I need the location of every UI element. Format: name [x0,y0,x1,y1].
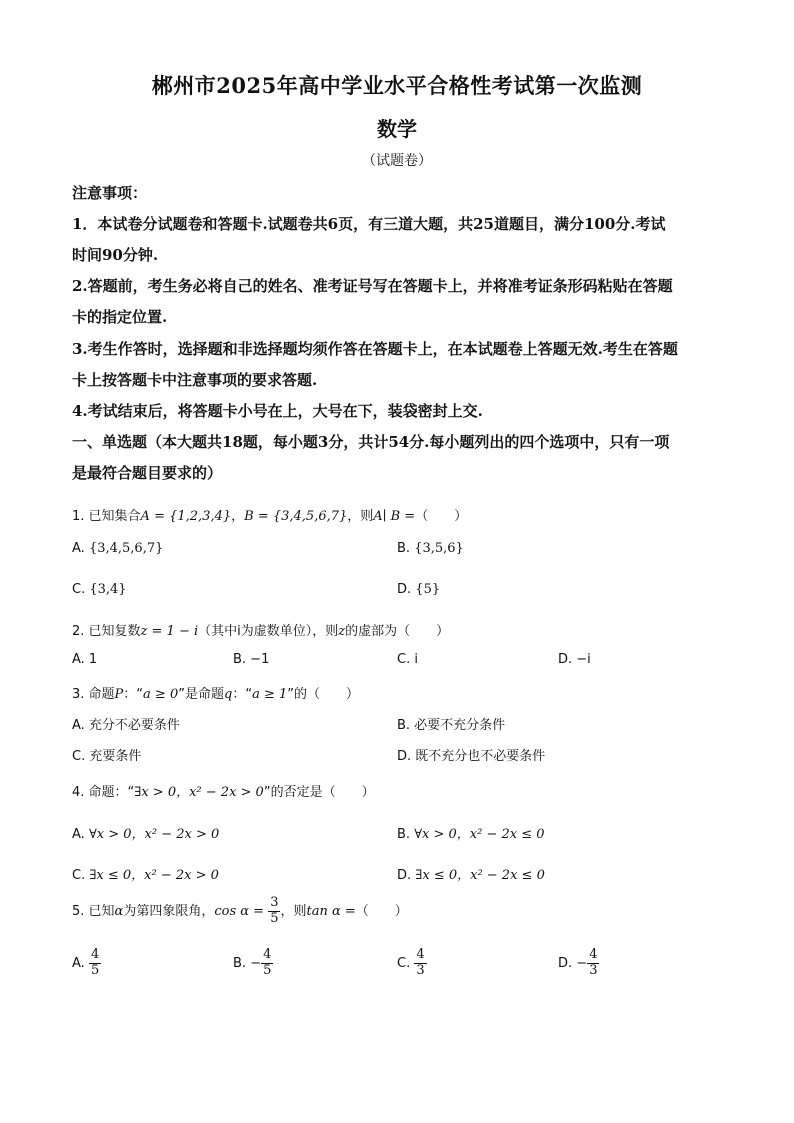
question-1-option-c [72,582,127,597]
question-2-prefix: 2. 已知复数 [72,624,141,639]
question-5-option-b [233,948,273,979]
quote-open: ：“ [123,687,144,702]
set-a-expression: A = {1,2,3,4} [140,509,232,524]
question-3-option-a: A. 充分不必要条件 [72,718,180,733]
fraction-numerator: 4 [589,947,598,962]
notice-item-4: 4.考试结束后，将答题卡小号在上，大号在下，装袋密封上交. [72,402,483,420]
then-text: ，则 [347,509,374,524]
option-label: C. [72,582,86,597]
alpha-symbol: α [114,903,124,919]
variable-z: z [338,624,346,639]
option-value: {3,4} [89,582,127,597]
question-1-option-d [397,582,440,597]
answer-blank: （ ） [415,509,468,524]
proposition-p: P [114,687,124,702]
question-3-option-b: B. 必要不充分条件 [397,718,506,733]
set-b-expression: B = {3,4,5,6,7} [244,509,348,524]
question-4-option-a [72,823,219,842]
question-5-option-a [72,948,101,979]
option-fraction [414,948,426,979]
fraction-denominator: 3 [589,962,598,978]
notice-item-3-line-1: 3.考生作答时，选择题和非选择题均须作答在答题卡上，在本试题卷上答题无效.考生在答题 [72,340,678,358]
option-label: C. [72,868,86,883]
fraction-denominator: 5 [90,962,100,978]
answer-blank: （ ） [355,903,408,919]
option-fraction [587,948,599,979]
option-value: {3,5,6} [414,541,464,556]
complex-number-expression: z = 1 − i [140,624,199,639]
question-4-option-d [397,864,545,883]
question-4-option-c [72,864,219,883]
question-1-prefix: 1. 已知集合 [72,509,141,524]
notice-heading: 注意事项： [72,184,148,202]
tangent-expression: tan α = [306,903,356,919]
option-sign: − [250,955,262,971]
subject-title: 数学 [377,117,417,141]
option-label: D. [397,582,412,597]
question-4-suffix: ”的否定是（ ） [263,785,375,800]
option-label: B. [233,955,247,971]
notice-item-1-line-1: 1．本试卷分试题卷和答题卡.试题卷共6页，有三道大题，共25道题目，满分100分.考试 [72,215,666,233]
option-label: D. [397,868,412,883]
option-fraction [89,948,101,979]
option-label: A. [72,955,85,971]
p-condition: a ≥ 0 [143,687,179,702]
cosine-fraction [268,896,280,927]
section-1-heading-line-2: 是最符合题目要求的） [72,464,223,482]
question-5-option-d [558,948,599,979]
question-2-option-a: A. 1 [72,652,98,667]
set-operation-expression: A∣ B = [373,509,416,524]
option-label: B. [397,541,411,556]
question-3-suffix: ”的（ ） [287,687,359,702]
fraction-numerator: 4 [263,947,272,962]
fraction-numerator: 3 [270,895,279,910]
quote-open: ：“ [232,687,253,702]
question-4-stem [72,781,732,800]
proposition-expression: ∃x > 0，x² − 2x > 0 [134,785,264,800]
question-5-stem [72,896,732,927]
option-value: {3,4,5,6,7} [88,541,164,556]
fraction-denominator: 5 [270,910,279,926]
then-text: ，则 [280,903,307,919]
comma: ， [231,509,245,524]
question-3-prefix: 3. 命题 [72,687,115,702]
option-label: A. [72,827,85,842]
option-label: A. [72,541,85,556]
question-1-stem [72,505,732,524]
paper-subtitle: （试题卷） [362,153,432,169]
q-condition: a ≥ 1 [252,687,288,702]
question-5-prefix: 5. 已知 [72,903,115,919]
question-3-stem [72,683,732,702]
fraction-denominator: 5 [263,962,272,978]
fraction-numerator: 4 [90,947,100,962]
cosine-expression: cos α = [214,903,265,919]
proposition-q: q [223,687,233,702]
question-4-option-b [397,823,545,842]
option-value: ∃x ≤ 0，x² − 2x ≤ 0 [415,868,545,883]
fraction-numerator: 4 [416,947,425,962]
option-label: C. [397,955,411,971]
question-3-option-d: D. 既不充分也不必要条件 [397,749,546,764]
notice-item-3-line-2: 卡上按答题卡中注意事项的要求答题. [72,371,318,389]
fraction-denominator: 3 [416,962,425,978]
section-1-heading: 一、单选题（本大题共18题，每小题3分，共计54分.每小题列出的四个选项中，只有一项 [72,433,670,451]
question-2-suffix: 的虚部为（ ） [345,624,450,639]
question-2-option-b: B. −1 [233,652,270,667]
question-5-middle: 为第四象限角， [123,903,215,919]
option-value: ∀x > 0，x² − 2x ≤ 0 [414,827,545,842]
question-4-prefix: 4. 命题：“ [72,785,135,800]
question-3-middle: ”是命题 [178,687,224,702]
notice-item-1-line-2: 时间90分钟. [72,246,159,264]
option-value: ∃x ≤ 0，x² − 2x > 0 [89,868,219,883]
question-3-option-c: C. 充要条件 [72,749,142,764]
question-1-option-a [72,541,163,556]
question-2-middle: （其中i为虚数单位），则 [198,624,339,639]
option-label: D. [558,955,573,971]
option-label: B. [397,827,411,842]
exam-title: 郴州市2025年高中学业水平合格性考试第一次监测 [151,73,643,98]
question-1-option-b [397,541,464,556]
question-2-option-d: D. −i [558,652,591,667]
question-2-option-c: C. i [397,652,418,667]
option-fraction [261,948,273,979]
question-5-option-c [397,948,427,979]
question-2-stem [72,620,732,639]
option-value: ∀x > 0，x² − 2x > 0 [88,827,220,842]
option-sign: − [576,955,588,971]
notice-item-2-line-2: 卡的指定位置. [72,308,168,326]
option-value: {5} [415,582,441,597]
notice-item-2-line-1: 2.答题前，考生务必将自己的姓名、准考证号写在答题卡上，并将准考证条形码粘贴在答题 [72,277,673,295]
